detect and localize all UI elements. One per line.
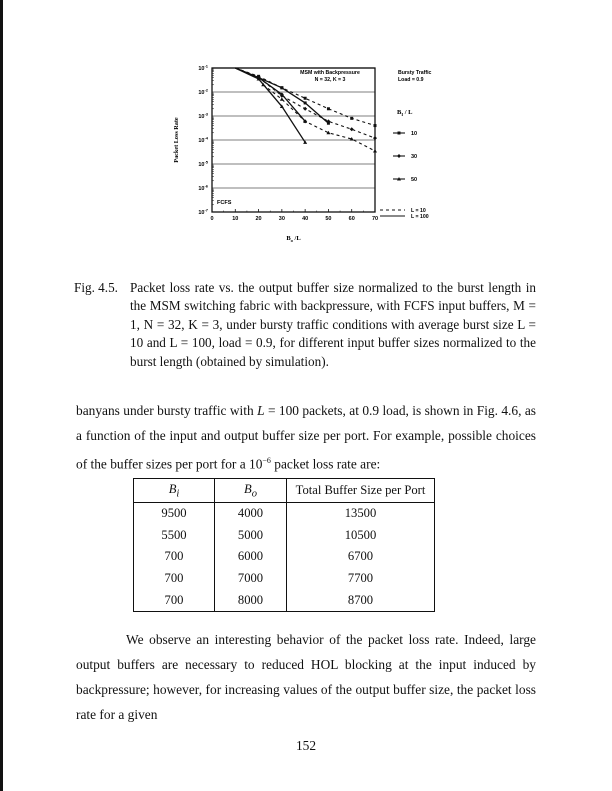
cell-bo: 6000 bbox=[215, 546, 287, 568]
chart-axes bbox=[198, 64, 378, 223]
data-point bbox=[373, 149, 377, 153]
x-tick-label: 50 bbox=[325, 216, 332, 222]
table-row bbox=[134, 568, 435, 590]
table-row bbox=[134, 503, 435, 525]
legend-load: Load = 0.9 bbox=[398, 77, 424, 83]
series-line bbox=[259, 78, 375, 139]
chart-subtitle: N = 32, K = 3 bbox=[314, 77, 346, 83]
cell-bi: 5500 bbox=[134, 525, 215, 547]
legend-line-label: L = 10 bbox=[411, 208, 426, 214]
cell-bo: 8000 bbox=[215, 589, 287, 611]
chart-legend bbox=[380, 70, 432, 220]
legend-label: 30 bbox=[411, 154, 418, 160]
y-axis-label: Packet Loss Rate bbox=[173, 117, 180, 163]
cell-total: 6700 bbox=[347, 549, 374, 564]
data-point bbox=[374, 124, 377, 127]
fcfs-label: FCFS bbox=[217, 200, 232, 206]
cell-total: 13500 bbox=[344, 506, 377, 521]
legend-title: $B_I$ / L bbox=[397, 109, 413, 117]
x-tick-label: 0 bbox=[210, 216, 214, 222]
cell-total: 8700 bbox=[347, 592, 374, 607]
cell-bo: 4000 bbox=[215, 503, 287, 525]
y-tick-label: $10^{-5}$ bbox=[198, 159, 208, 168]
data-point bbox=[327, 107, 330, 110]
page-number: 152 bbox=[295, 738, 317, 753]
x-tick-label: 40 bbox=[302, 216, 309, 222]
col-header-bi: $B_i$ bbox=[134, 479, 215, 503]
series-line bbox=[235, 68, 305, 121]
legend-marker bbox=[397, 154, 401, 158]
data-point bbox=[350, 127, 354, 131]
figure-caption bbox=[74, 279, 536, 371]
paragraph-1: banyans under bursty traffic with L = 100 packets, at 0.9 load, is shown in Fig. 4.6, as a function of the input and output buffer size per port. For example, possible choices of the buffer sizes per port for a $10^{-6}$ packet loss rate are: bbox=[76, 403, 536, 472]
legend-label: 50 bbox=[411, 177, 418, 183]
y-tick-label: $10^{-2}$ bbox=[198, 87, 208, 96]
cell-bi: 700 bbox=[134, 546, 215, 568]
data-point bbox=[280, 97, 284, 101]
x-axis-label: $B_o$ /L bbox=[286, 235, 301, 243]
data-point bbox=[304, 101, 307, 104]
col-header-bo: $B_o$ bbox=[215, 479, 287, 503]
cell-bo: 5000 bbox=[215, 525, 287, 547]
cell-total: 10500 bbox=[344, 527, 377, 542]
cell-bi: 700 bbox=[134, 568, 215, 590]
x-tick-label: 60 bbox=[348, 216, 355, 222]
x-tick-label: 30 bbox=[278, 216, 285, 222]
series-line bbox=[263, 85, 375, 151]
buffer-size-table bbox=[133, 478, 435, 612]
paragraph-2: We observe an interesting behavior of the packet loss rate. Indeed, large output buffers are necessary to reduced HOL blocking at the input induced by backpressure; however, for increasing values of the output buffer size, the packet loss rate for a given bbox=[76, 632, 536, 722]
y-tick-label: $10^{-3}$ bbox=[198, 111, 208, 120]
legend-marker bbox=[398, 132, 401, 135]
cell-bi: 700 bbox=[134, 589, 215, 611]
table-row bbox=[134, 589, 435, 611]
legend-traffic: Bursty Traffic bbox=[398, 70, 432, 76]
cell-bo: 7000 bbox=[215, 568, 287, 590]
x-tick-label: 20 bbox=[255, 216, 262, 222]
y-tick-label: $10^{-4}$ bbox=[198, 135, 208, 144]
cell-total: 7700 bbox=[347, 571, 374, 586]
chart-title: MSM with Backpressure bbox=[300, 70, 360, 76]
table-row bbox=[134, 546, 435, 568]
legend-label: 10 bbox=[411, 131, 418, 137]
series-line bbox=[235, 68, 305, 142]
y-tick-label: $10^{-7}$ bbox=[198, 207, 208, 216]
table-header-row bbox=[134, 479, 435, 503]
table-row bbox=[134, 525, 435, 547]
x-tick-label: 70 bbox=[371, 216, 379, 222]
packet-loss-chart bbox=[150, 55, 470, 255]
figure-caption-text: Packet loss rate vs. the output buffer size normalized to the burst length in the MSM switching fabric with backpressure, with FCFS input buffers, M = 1, N = 32, K = 3, under bursty traffic conditions with average burst size L = 10 and L = 100, load = 0.9, for different input buffer sizes normalized to the burst length (obtained by simulation). bbox=[130, 280, 536, 369]
data-point bbox=[304, 97, 307, 100]
figure-label: Fig. 4.5. bbox=[74, 280, 118, 295]
chart-grid bbox=[212, 68, 375, 188]
data-point bbox=[280, 86, 283, 89]
data-point bbox=[350, 117, 353, 120]
col-header-total: Total Buffer Size per Port bbox=[287, 479, 435, 503]
legend-line-label: L = 100 bbox=[411, 214, 429, 220]
scan-edge bbox=[0, 0, 3, 791]
x-tick-label: 10 bbox=[232, 216, 239, 222]
cell-bi: 9500 bbox=[134, 503, 215, 525]
y-tick-label: $10^{-1}$ bbox=[198, 63, 208, 72]
y-tick-label: $10^{-6}$ bbox=[198, 183, 208, 192]
